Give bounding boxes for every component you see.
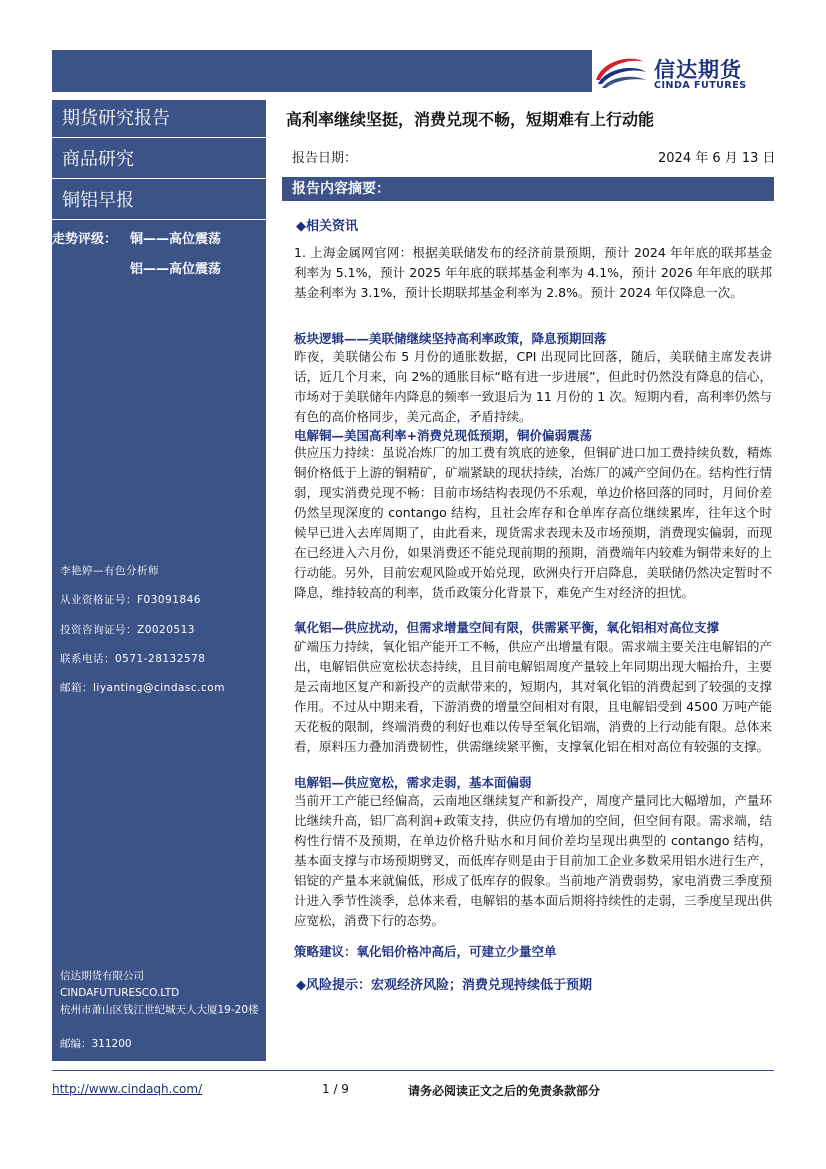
copper-text: 供应压力持续：虽说冶炼厂的加工费有筑底的迹象，但铜矿进口加工费持续负数，精炼铜价格低于上游的铜精矿，矿端紧缺的现状持续，冶炼厂的减产空间仍在。结构性行情弱，现实消费兑现不畅：目前市场结构表现仍不乐观，单边价格回落的同时，月间价差仍然呈现深度的 contango 结构，且社会库存和仓单库存高位继续累库，往年这个时候早已进入去库周期了，由此看来，现货需求表现未及市场预期，消费现实偏弱，而现在已经进入六月份，如果消费还不能兑现前期的预期，消费端年内较难为铜带来好的上行动能。另外，目前宏观风险或开始兑现，欧洲央行开启降息，美联储仍然决定暂时不降息，维持较高的利率，货币政策分化背景下，难免产生对经济的担忧。 [294, 445, 772, 600]
page-number: 1 / 9 [322, 1082, 349, 1096]
analyst-phone: 联系电话：0571-28132578 [60, 653, 206, 665]
report-title: 高利率继续坚挺，消费兑现不畅，短期难有上行动能 [286, 110, 655, 129]
footer-divider [52, 1070, 774, 1071]
summary-header: 报告内容摘要： [282, 177, 774, 201]
alumina-text: 矿端压力持续，氧化铝产能开工不畅，供应产出增量有限。需求端主要关注电解铝的产出，电解铝供应宽松状态持续，且目前电解铝周度产量较上年同期出现大幅抬升，主要是云南地区复产和新投产的贡献带来的，短期内，其对氧化铝的消费起到了较强的支撑作用。不过从中期来看，下游消费的增量空间相对有限，且电解铝受到 4500 万吨产能天花板的限制，终端消费的利好也难以传导至氧化铝端，消费的上行动能有限。总体来看，原料压力叠加消费韧性，供需继续紧平衡，支撑氧化铝在相对高位有较强的支撑。 [294, 639, 772, 754]
company-address: 杭州市萧山区钱江世纪城天人大厦19-20楼 [60, 1004, 259, 1016]
company-postcode: 邮编：311200 [60, 1038, 132, 1050]
copper-heading: 电解铜—美国高利率+消费兑现低预期，铜价偏弱震荡 [294, 428, 592, 443]
website-link[interactable]: http://www.cindaqh.com/ [52, 1082, 203, 1096]
aluminum-heading: 电解铝—供应宽松，需求走弱，基本面偏弱 [294, 775, 532, 790]
logo-text-cn: 信达期货 [654, 58, 742, 82]
strategy-advice: 策略建议：氧化铝价格冲高后，可建立少量空单 [294, 944, 557, 959]
company-logo [592, 48, 776, 96]
news-text: 1. 上海金属网官网：根据美联储发布的经济前景预期，预计 2024 年年底的联邦基金利率为 5.1%，预计 2025 年年底的联邦基金利率为 4.1%，预计 2026 年年底的联邦基金利率为 3.1%，预计长期联邦基金利率为 2.8%。预计 2024 年仅降息一次。 [294, 245, 772, 300]
rating-aluminum: 铝——高位震荡 [130, 262, 222, 277]
rating-copper: 铜——高位震荡 [130, 232, 222, 247]
alumina-heading: 氧化铝—供应扰动，但需求增量空间有限，供需紧平衡，氧化铝相对高位支撑 [294, 620, 720, 635]
aluminum-text: 当前开工产能已经偏高，云南地区继续复产和新投产，周度产量同比大幅增加，产量环比继续升高，铝厂高利润+政策支持，供应仍有增加的空间，但空间有限。需求端，结构性行情不及预期，在单边价格升贴水和月间价差均呈现出典型的 contango 结构，基本面支撑与市场预期劈叉，而低库存则是由于目前加工企业多数采用铝水进行生产，铝锭的产量本来就偏低，形成了低库存的假象。当前地产消费弱势，家电消费三季度预计进入季节性淡季，总体来看，电解铝的基本面后期将持续性的走弱，三季度呈现出供应宽松，消费下行的态势。 [294, 793, 772, 928]
news-heading: ◆相关资讯 [296, 219, 358, 234]
report-type: 期货研究报告 [52, 100, 266, 138]
analyst-consult-license: 投资咨询证号：Z0020513 [60, 624, 195, 636]
company-name-en: CINDAFUTURESCO.LTD [60, 987, 180, 999]
report-date-label: 报告日期： [292, 151, 358, 166]
report-category: 商品研究 [52, 141, 266, 179]
analyst-license: 从业资格证号：F03091846 [60, 594, 201, 606]
sector-logic-text: 昨夜，美联储公布 5 月份的通胀数据，CPI 出现同比回落，随后，美联储主席发表讲话，近几个月来，向 2%的通胀目标“略有进一步进展”，但此时仍然没有降息的信心，市场对于美联储年内降息的频率一致退后为 11 月份的 1 次。短期内看，高利率仍然与有色的高价格同步，美元高企，矛盾持续。 [294, 349, 772, 424]
analyst-email: 邮箱：liyanting@cindasc.com [60, 682, 225, 694]
risk-warning: ◆风险提示：宏观经济风险；消费兑现持续低于预期 [296, 978, 592, 993]
analyst-name: 李艳婷—有色分析师 [60, 565, 159, 577]
report-date: 2024 年 6 月 13 日 [658, 151, 776, 166]
report-name: 铜铝早报 [52, 182, 266, 220]
company-name: 信达期货有限公司 [60, 970, 144, 982]
sidebar [52, 100, 266, 1061]
cinda-logo-icon [592, 50, 648, 94]
disclaimer-note: 请务必阅读正文之后的免责条款部分 [408, 1084, 601, 1098]
sector-logic-heading: 板块逻辑——美联储继续坚持高利率政策，降息预期回落 [294, 331, 607, 346]
rating-label: 走势评级： [52, 232, 118, 247]
logo-text-en: CINDA FUTURES [654, 80, 747, 91]
